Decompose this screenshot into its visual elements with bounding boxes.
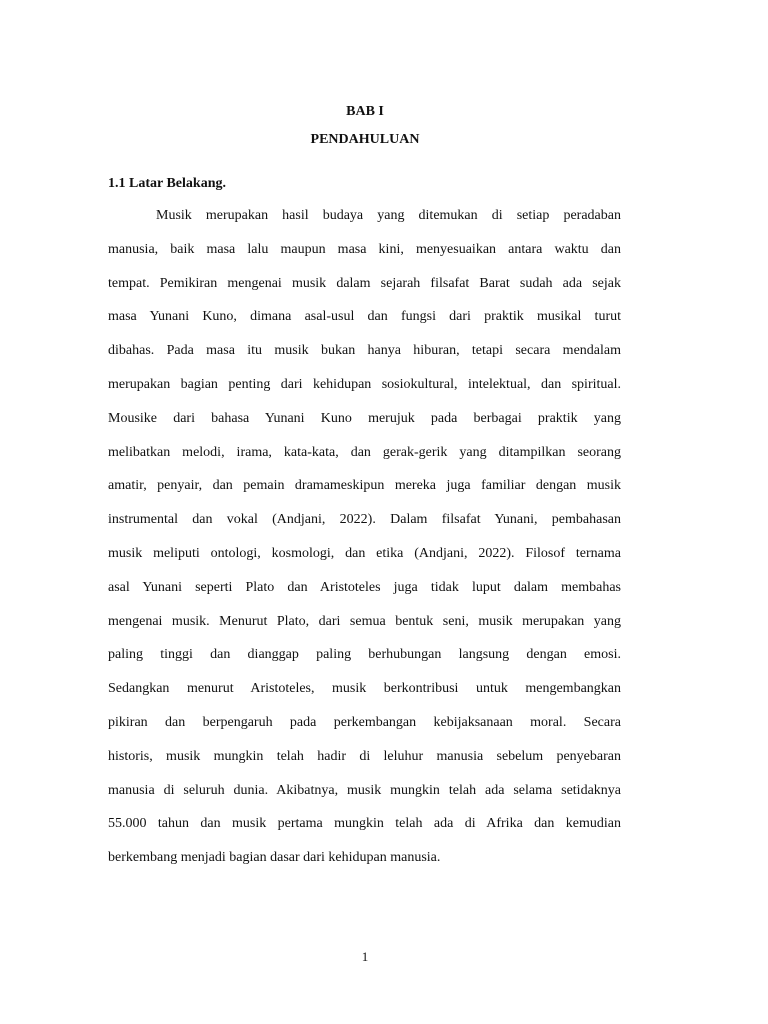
paragraph-line: masa Yunani Kuno, dimana asal-usul dan fungsi dari praktik musikal turut	[108, 309, 621, 325]
chapter-title: PENDAHULUAN	[310, 132, 420, 147]
page-number: 1	[361, 949, 369, 964]
paragraph-line: amatir, penyair, dan pemain dramameskipun mereka juga familiar dengan musik	[108, 478, 621, 494]
paragraph-line: instrumental dan vokal (Andjani, 2022). Dalam filsafat Yunani, pembahasan	[108, 512, 621, 528]
paragraph-line: pikiran dan berpengaruh pada perkembangan kebijaksanaan moral. Secara	[108, 714, 621, 730]
paragraph-line: melibatkan melodi, irama, kata-kata, dan gerak-gerik yang ditampilkan seorang	[108, 444, 621, 460]
paragraph-line: asal Yunani seperti Plato dan Aristoteles juga tidak luput dalam membahas	[108, 579, 621, 595]
paragraph-line: manusia, baik masa lalu maupun masa kini, menyesuaikan antara waktu dan	[108, 241, 621, 257]
section-heading: 1.1 Latar Belakang.	[108, 176, 226, 191]
paragraph-line: mengenai musik. Menurut Plato, dari semua bentuk seni, musik merupakan yang	[108, 613, 621, 629]
paragraph-line: 55.000 tahun dan musik pertama mungkin telah ada di Afrika dan kemudian	[108, 816, 621, 832]
paragraph-line: historis, musik mungkin telah hadir di leluhur manusia sebelum penyebaran	[108, 748, 621, 764]
paragraph-line: paling tinggi dan dianggap paling berhubungan langsung dengan emosi.	[108, 647, 621, 663]
paragraph-line: tempat. Pemikiran mengenai musik dalam sejarah filsafat Barat sudah ada sejak	[108, 275, 621, 291]
paragraph-line: berkembang menjadi bagian dasar dari kehidupan manusia.	[108, 850, 441, 866]
body-paragraph	[108, 206, 621, 882]
paragraph-line: Musik merupakan hasil budaya yang ditemukan di setiap peradaban	[156, 208, 621, 223]
paragraph-line: manusia di seluruh dunia. Akibatnya, musik mungkin telah ada selama setidaknya	[108, 782, 621, 798]
paragraph-line: Sedangkan menurut Aristoteles, musik berkontribusi untuk mengembangkan	[108, 681, 621, 697]
paragraph-line: merupakan bagian penting dari kehidupan sosiokultural, intelektual, dan spiritual.	[108, 376, 621, 392]
paragraph-line: Mousike dari bahasa Yunani Kuno merujuk pada berbagai praktik yang	[108, 410, 621, 426]
paragraph-line: musik meliputi ontologi, kosmologi, dan etika (Andjani, 2022). Filosof ternama	[108, 545, 621, 561]
chapter-number: BAB I	[346, 104, 384, 119]
paragraph-line: dibahas. Pada masa itu musik bukan hanya hiburan, tetapi secara mendalam	[108, 343, 621, 359]
